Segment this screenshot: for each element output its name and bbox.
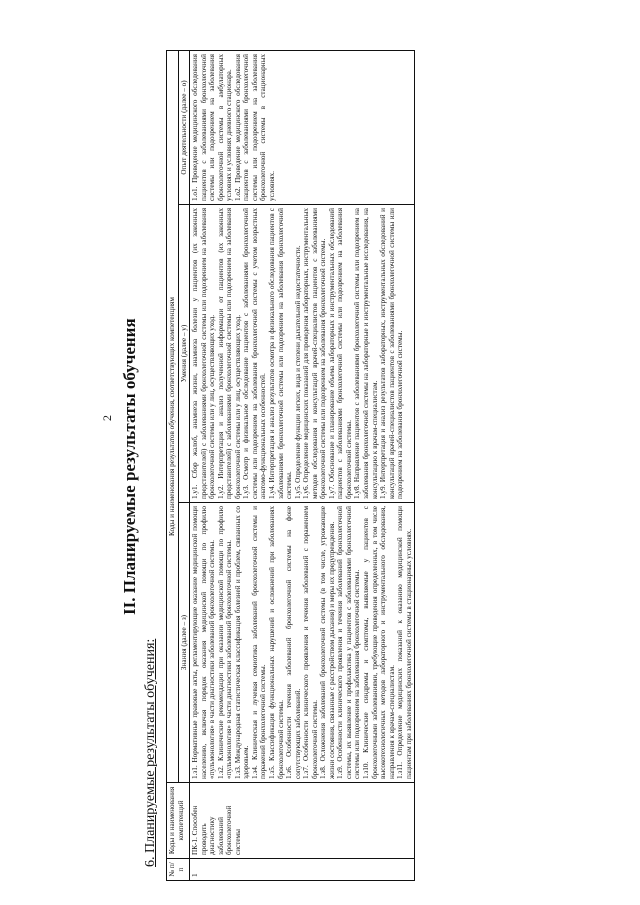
- knowledge-item: 1.з2. Клинические рекомендации при оказании медицинской помощи по профилю «пульмонология» в части диагностики заболеваний бронхолегочной системы.: [216, 506, 234, 779]
- skill-item: 1.у6. Определение медицинских показаний для проведения лабораторных, инструментальных методов обследования и консультаций врачей-специалистов пациентов с заболеваниями бронхолегочной системы или подозрением на заболевания бронхолегочной системы.: [302, 208, 328, 499]
- results-table: [166, 50, 415, 881]
- knowledge-item: 1.з10. Клинические синдромы и симптомы, выявляемые у пациентов с бронхолегочными заболеваниями, требующие проведения определенных, в том числе высокотехнологичных методов лабораторного и инструментального обследования, направления к врачам-специалистам.: [362, 506, 396, 779]
- header-knowledge: Знания (далее – з): [178, 503, 190, 783]
- header-row-1: [167, 51, 179, 881]
- header-codes: Коды и наименования компетенций: [167, 783, 190, 859]
- experience-item: 1.о2. Проведение медицинского обследования пациентов с заболеваниями бронхолегочной системы или подозрением на заболевания бронхолегочной системы в стационарных условиях.: [233, 54, 277, 201]
- skill-item: 1.у3. Осмотр и физикальное обследование пациентов с заболеваниями бронхолегочной системы или подозрением на заболевания бронхолегочной системы с учетом возрастных анатомо-функциональных особенностей.: [242, 208, 268, 499]
- section-title: II. Планируемые результаты обучения: [120, 318, 139, 615]
- knowledge-item: 1.з11. Определение медицинских показаний к оказанию медицинской помощи пациентам при заболеваниях бронхолегочной системы в стационарных условиях.: [396, 506, 413, 779]
- competence-cell: ПК-1. Способен проводить диагностику заболеваний бронхолегочной системы: [190, 783, 415, 859]
- header-skills: Умения (далее – у): [178, 205, 190, 503]
- skill-item: 1.у8. Направление пациентов с заболеваниями бронхолегочной системы или подозрением на заболевания бронхолегочной системы на лабораторные и инструментальные исследования, на консультацию к врачам-специалистам.: [353, 208, 379, 499]
- knowledge-item: 1.з9. Особенности клинического проявления и течения заболеваний бронхолегочной системы, их выявление и профилактика у пациентов с заболеваниями бронхолегочной системы или подозрением на заболевания бронхолегочной системы.: [336, 506, 362, 779]
- knowledge-item: 1.з5. Классификация функциональных нарушений и осложнений при заболеваниях бронхолегочной системы.: [268, 506, 285, 779]
- knowledge-item: 1.з6. Особенности течения заболеваний бронхолегочной системы на фоне сопутствующих заболеваний.: [285, 506, 302, 779]
- header-num: № п/п: [167, 859, 190, 881]
- subtitle: 6. Планируемые результаты обучения:: [143, 638, 158, 867]
- page-number: 2: [100, 415, 114, 421]
- experience-cell: [190, 51, 415, 205]
- skill-item: 1.у9. Интерпретация и анализ результатов лабораторных, инструментальных обследований и консультаций врачей-специалистов пациентов с заболеваниями бронхолегочной системы или подозрением на заболевания бронхолегочной системы.: [379, 208, 405, 499]
- header-row-2: [178, 51, 190, 881]
- results-table-wrapper: [166, 51, 628, 881]
- table-row: [190, 51, 415, 881]
- skills-cell: [190, 205, 415, 503]
- header-group: Коды и наименования результатов обучения, соответствующих компетенциям: [167, 51, 179, 783]
- knowledge-item: 1.з3. Международная статистическая классификация болезней и проблем, связанных со здоровьем.: [233, 506, 251, 779]
- skill-item: 1.у7. Обоснование и планирование объема лабораторных и инструментальных обследований пациентов с заболеваниями бронхолегочной системы или подозрением на заболевания бронхолегочной системы.: [327, 208, 353, 499]
- skill-item: 1.у5. Определение функции легких, вида и степени дыхательной недостаточности.: [293, 245, 302, 499]
- header-experience: Опыт деятельности (далее – о): [178, 51, 190, 205]
- knowledge-item: 1.з7. Особенности клинического проявления и течения заболеваний с поражением бронхолегочной системы.: [302, 506, 319, 779]
- knowledge-item: 1.з8. Осложнения заболеваний бронхолегочной системы (в том числе, угрожающие жизни состояния, связанные с расстройством дыхания) и меры их предупреждения.: [319, 506, 336, 779]
- skill-item: 1.у4. Интерпретация и анализ результатов осмотра и физикального обследования пациентов с заболеваниями бронхолегочной системы или подозрением на заболевания бронхолегочной системы.: [268, 208, 294, 499]
- skill-item: 1.у2. Интерпретация и анализ полученной информации от пациентов (их законных представителей) с заболеваниями бронхолегочной системы или подозрением на заболевания бронхолегочной системы или у лиц, осуществляющих уход.: [216, 208, 242, 499]
- knowledge-item: 1.з4. Клиническая и лучевая семиотика заболеваний бронхолегочной системы и поражений бронхолегочной системы.: [250, 506, 268, 779]
- row-number: 1: [190, 859, 415, 881]
- knowledge-cell: [190, 503, 415, 783]
- experience-item: 1.о1. Проведение медицинского обследования пациентов с заболеваниями бронхолегочной системы или подозрением на заболевания бронхолегочной системы в амбулаторных условиях и условиях дневного стационара.: [191, 54, 234, 201]
- skill-item: 1.у1. Сбор жалоб, анамнеза жизни, анамнеза болезни у пациентов (их законных представителей) с заболеваниями бронхолегочной системы или подозрением на заболевания бронхолегочной системы или у лиц, осуществляющих уход.: [191, 208, 217, 499]
- knowledge-item: 1.з1. Нормативные правовые акты, регламентирующие оказание медицинской помощи населению, включая порядок оказания медицинской помощи по профилю «пульмонология» в части диагностики заболеваний бронхолегочной системы.: [191, 506, 217, 779]
